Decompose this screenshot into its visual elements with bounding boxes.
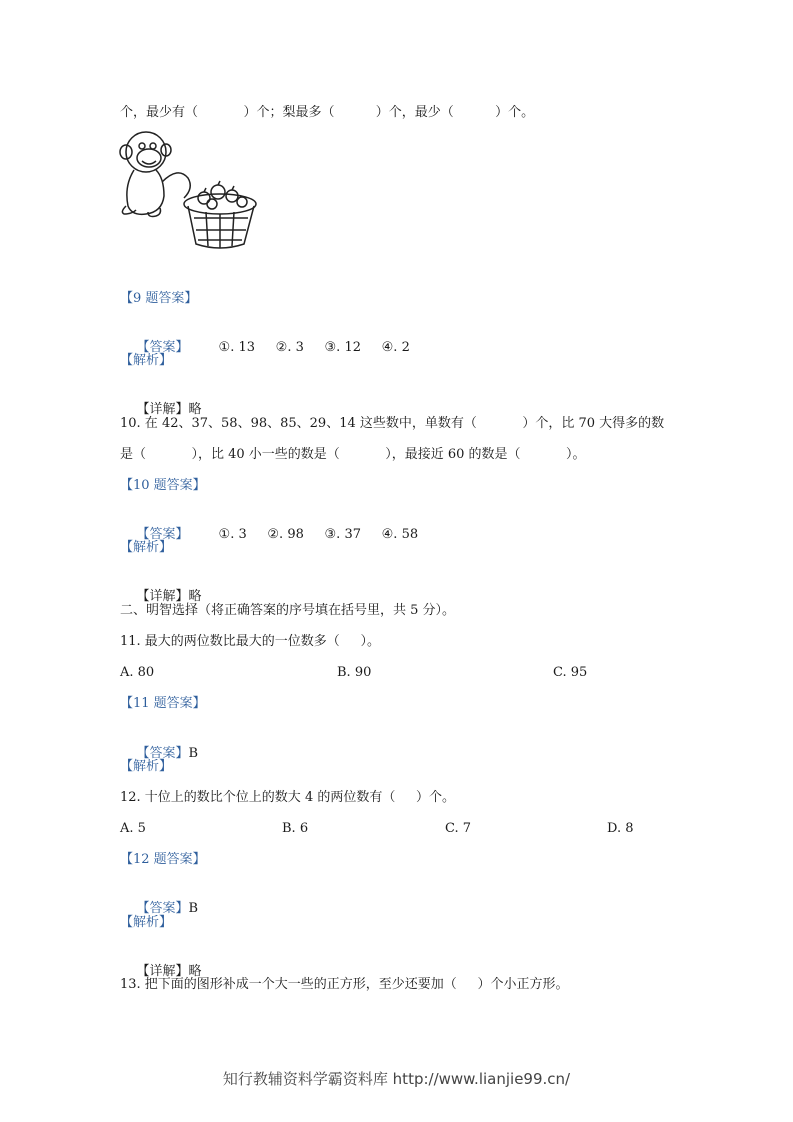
q10-line-2: 是（ ），比 40 小一些的数是（ ），最接近 60 的数是（ ）。 <box>120 447 586 462</box>
q10-analysis: 【解析】 <box>120 540 173 555</box>
q11-question: 11. 最大的两位数比最大的一位数多（ ）。 <box>120 634 380 649</box>
q10-answer-title: 【10 题答案】 <box>120 478 206 493</box>
q11-option-a: A. 80 <box>120 665 155 680</box>
answer-values: ①. 13 ②. 3 ③. 12 ④. 2 <box>218 340 410 355</box>
q12-question: 12. 十位上的数比个位上的数大 4 的两位数有（ ）个。 <box>120 790 456 805</box>
answer-label: 【答案】 <box>136 527 189 542</box>
q11-analysis: 【解析】 <box>120 759 173 774</box>
q11-option-b: B. 90 <box>337 665 372 680</box>
q12-option-d: D. 8 <box>607 821 634 836</box>
q10-line-1: 10. 在 42、37、58、98、85、29、14 这些数中，单数有（ ）个，比 70 大得多的数 <box>120 416 665 431</box>
detail-label: 【详解】 <box>136 589 189 604</box>
q11-answer-title: 【11 题答案】 <box>120 696 206 711</box>
q12-analysis: 【解析】 <box>120 915 173 930</box>
q8-line-end: 个，最少有（ ）个；梨最多（ ）个，最少（ ）个。 <box>120 105 535 120</box>
answer-text: B <box>188 746 199 761</box>
answer-values: ①. 3 ②. 98 ③. 37 ④. 58 <box>218 527 419 542</box>
q9-answer-title: 【9 题答案】 <box>120 291 198 306</box>
answer-label: 【答案】 <box>136 746 189 761</box>
q13-question: 13. 把下面的图形补成一个大一些的正方形，至少还要加（ ）个小正方形。 <box>120 977 569 992</box>
q12-option-a: A. 5 <box>120 821 146 836</box>
q9-analysis: 【解析】 <box>120 353 173 368</box>
monkey-basket-illustration <box>118 126 260 256</box>
answer-label: 【答案】 <box>136 340 189 355</box>
detail-text: 略 <box>188 402 202 417</box>
detail-text: 略 <box>188 964 202 979</box>
q12-answer-title: 【12 题答案】 <box>120 852 206 867</box>
answer-label: 【答案】 <box>136 901 189 916</box>
detail-text: 略 <box>188 589 202 604</box>
detail-label: 【详解】 <box>136 964 189 979</box>
section-2-heading: 二、明智选择（将正确答案的序号填在括号里，共 5 分）。 <box>120 603 456 618</box>
q12-option-b: B. 6 <box>282 821 309 836</box>
q11-option-c: C. 95 <box>553 665 588 680</box>
detail-label: 【详解】 <box>136 402 189 417</box>
answer-text: B <box>188 901 199 916</box>
q12-option-c: C. 7 <box>445 821 472 836</box>
footer-watermark: 知行教辅资料学霸资料库 http://www.lianjie99.cn/ <box>222 1070 571 1088</box>
